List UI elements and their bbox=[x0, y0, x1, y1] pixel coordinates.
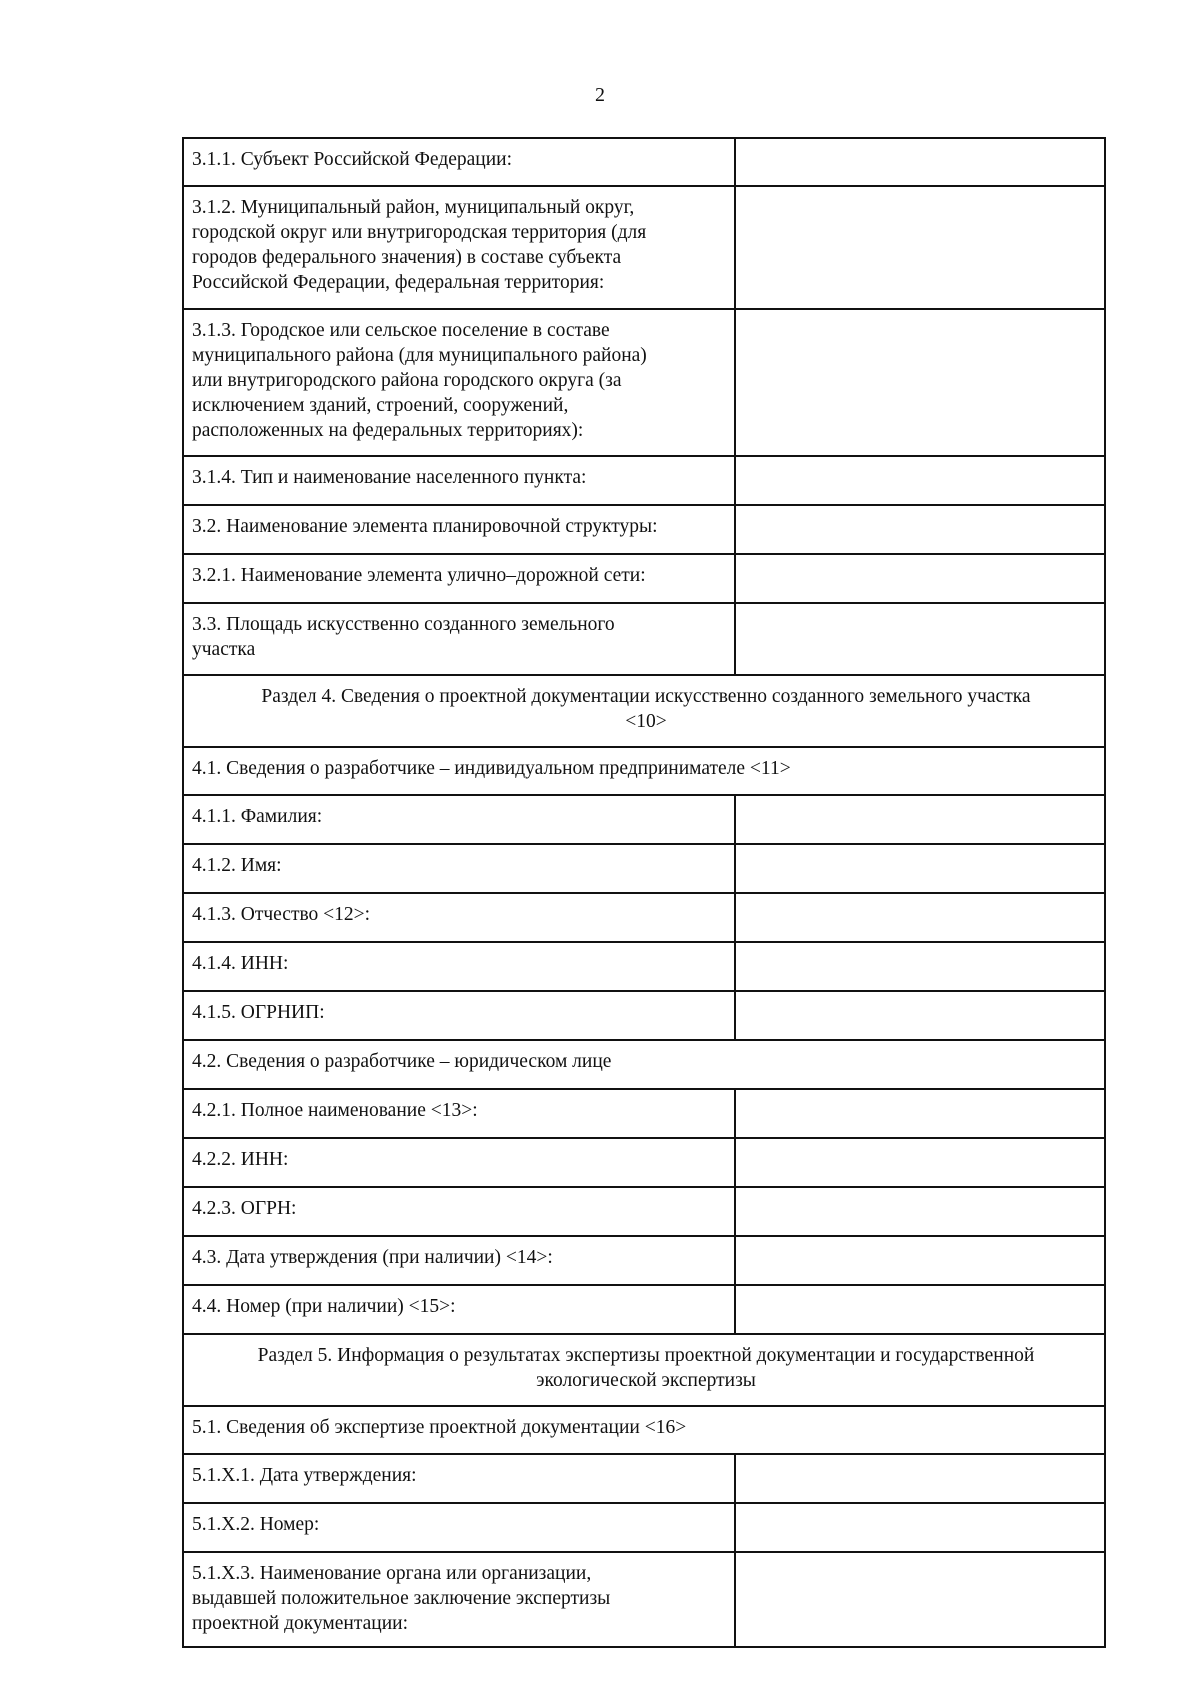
row-label: 3.1.3. Городское или сельское поселение в составе муниципального района (для муниципального района) или внутригородского района городского округа (за исключением зданий, строений, сооружений, расположенных на федеральных территориях): bbox=[183, 309, 735, 456]
row-label: 3.1.1. Субъект Российской Федерации: bbox=[183, 138, 735, 186]
value-cell[interactable] bbox=[735, 603, 1105, 675]
section-heading-5: Раздел 5. Информация о результатах экспертизы проектной документации и государственной экологической экспертизы bbox=[183, 1334, 1105, 1406]
table-row bbox=[183, 138, 1105, 186]
section-row bbox=[183, 1334, 1105, 1406]
table-row bbox=[183, 795, 1105, 844]
table-row bbox=[183, 1187, 1105, 1236]
subsection-heading: 5.1. Сведения об экспертизе проектной документации <16> bbox=[183, 1406, 1105, 1454]
value-cell[interactable] bbox=[735, 1552, 1105, 1647]
value-cell[interactable] bbox=[735, 795, 1105, 844]
table-row bbox=[183, 1089, 1105, 1138]
subsection-heading: 4.1. Сведения о разработчике – индивидуальном предпринимателе <11> bbox=[183, 747, 1105, 795]
value-cell[interactable] bbox=[735, 893, 1105, 942]
form-table bbox=[182, 137, 1106, 1648]
row-label: 4.2.2. ИНН: bbox=[183, 1138, 735, 1187]
row-label: 4.2.1. Полное наименование <13>: bbox=[183, 1089, 735, 1138]
table-row bbox=[183, 991, 1105, 1040]
value-cell[interactable] bbox=[735, 991, 1105, 1040]
table-row bbox=[183, 1138, 1105, 1187]
row-label: 3.2.1. Наименование элемента улично–дорожной сети: bbox=[183, 554, 735, 603]
table-row bbox=[183, 942, 1105, 991]
row-label: 4.4. Номер (при наличии) <15>: bbox=[183, 1285, 735, 1334]
value-cell[interactable] bbox=[735, 844, 1105, 893]
subsection-row bbox=[183, 1406, 1105, 1454]
value-cell[interactable] bbox=[735, 1138, 1105, 1187]
value-cell[interactable] bbox=[735, 1454, 1105, 1503]
value-cell[interactable] bbox=[735, 1236, 1105, 1285]
table-row bbox=[183, 554, 1105, 603]
table-row bbox=[183, 893, 1105, 942]
subsection-row bbox=[183, 1040, 1105, 1089]
value-cell[interactable] bbox=[735, 942, 1105, 991]
section-heading-4: Раздел 4. Сведения о проектной документации искусственно созданного земельного участка <10> bbox=[183, 675, 1105, 747]
value-cell[interactable] bbox=[735, 186, 1105, 309]
table-row bbox=[183, 1552, 1105, 1647]
row-label: 4.3. Дата утверждения (при наличии) <14>: bbox=[183, 1236, 735, 1285]
value-cell[interactable] bbox=[735, 138, 1105, 186]
table-row bbox=[183, 1503, 1105, 1552]
subsection-heading: 4.2. Сведения о разработчике – юридическом лице bbox=[183, 1040, 1105, 1089]
table-row bbox=[183, 186, 1105, 309]
row-label: 3.2. Наименование элемента планировочной структуры: bbox=[183, 505, 735, 554]
table-row bbox=[183, 603, 1105, 675]
table-row bbox=[183, 1236, 1105, 1285]
row-label: 4.1.2. Имя: bbox=[183, 844, 735, 893]
row-label: 3.1.4. Тип и наименование населенного пункта: bbox=[183, 456, 735, 505]
value-cell[interactable] bbox=[735, 1503, 1105, 1552]
row-label: 3.3. Площадь искусственно созданного земельного участка bbox=[183, 603, 735, 675]
row-label: 4.1.1. Фамилия: bbox=[183, 795, 735, 844]
row-label: 5.1.Х.1. Дата утверждения: bbox=[183, 1454, 735, 1503]
row-label: 5.1.Х.2. Номер: bbox=[183, 1503, 735, 1552]
table-row bbox=[183, 1454, 1105, 1503]
table-row bbox=[183, 456, 1105, 505]
row-label: 3.1.2. Муниципальный район, муниципальный округ, городской округ или внутригородская территория (для городов федерального значения) в составе субъекта Российской Федерации, федеральная территория: bbox=[183, 186, 735, 309]
row-label: 5.1.Х.3. Наименование органа или организации, выдавшей положительное заключение экспертизы проектной документации: bbox=[183, 1552, 735, 1647]
row-label: 4.1.3. Отчество <12>: bbox=[183, 893, 735, 942]
value-cell[interactable] bbox=[735, 456, 1105, 505]
value-cell[interactable] bbox=[735, 554, 1105, 603]
row-label: 4.1.5. ОГРНИП: bbox=[183, 991, 735, 1040]
table-row bbox=[183, 844, 1105, 893]
row-label: 4.2.3. ОГРН: bbox=[183, 1187, 735, 1236]
table-row bbox=[183, 505, 1105, 554]
value-cell[interactable] bbox=[735, 1089, 1105, 1138]
subsection-row bbox=[183, 747, 1105, 795]
section-row bbox=[183, 675, 1105, 747]
table-row bbox=[183, 1285, 1105, 1334]
row-label: 4.1.4. ИНН: bbox=[183, 942, 735, 991]
value-cell[interactable] bbox=[735, 1285, 1105, 1334]
page-number: 2 bbox=[595, 84, 605, 106]
table-row bbox=[183, 309, 1105, 456]
value-cell[interactable] bbox=[735, 1187, 1105, 1236]
value-cell[interactable] bbox=[735, 505, 1105, 554]
value-cell[interactable] bbox=[735, 309, 1105, 456]
